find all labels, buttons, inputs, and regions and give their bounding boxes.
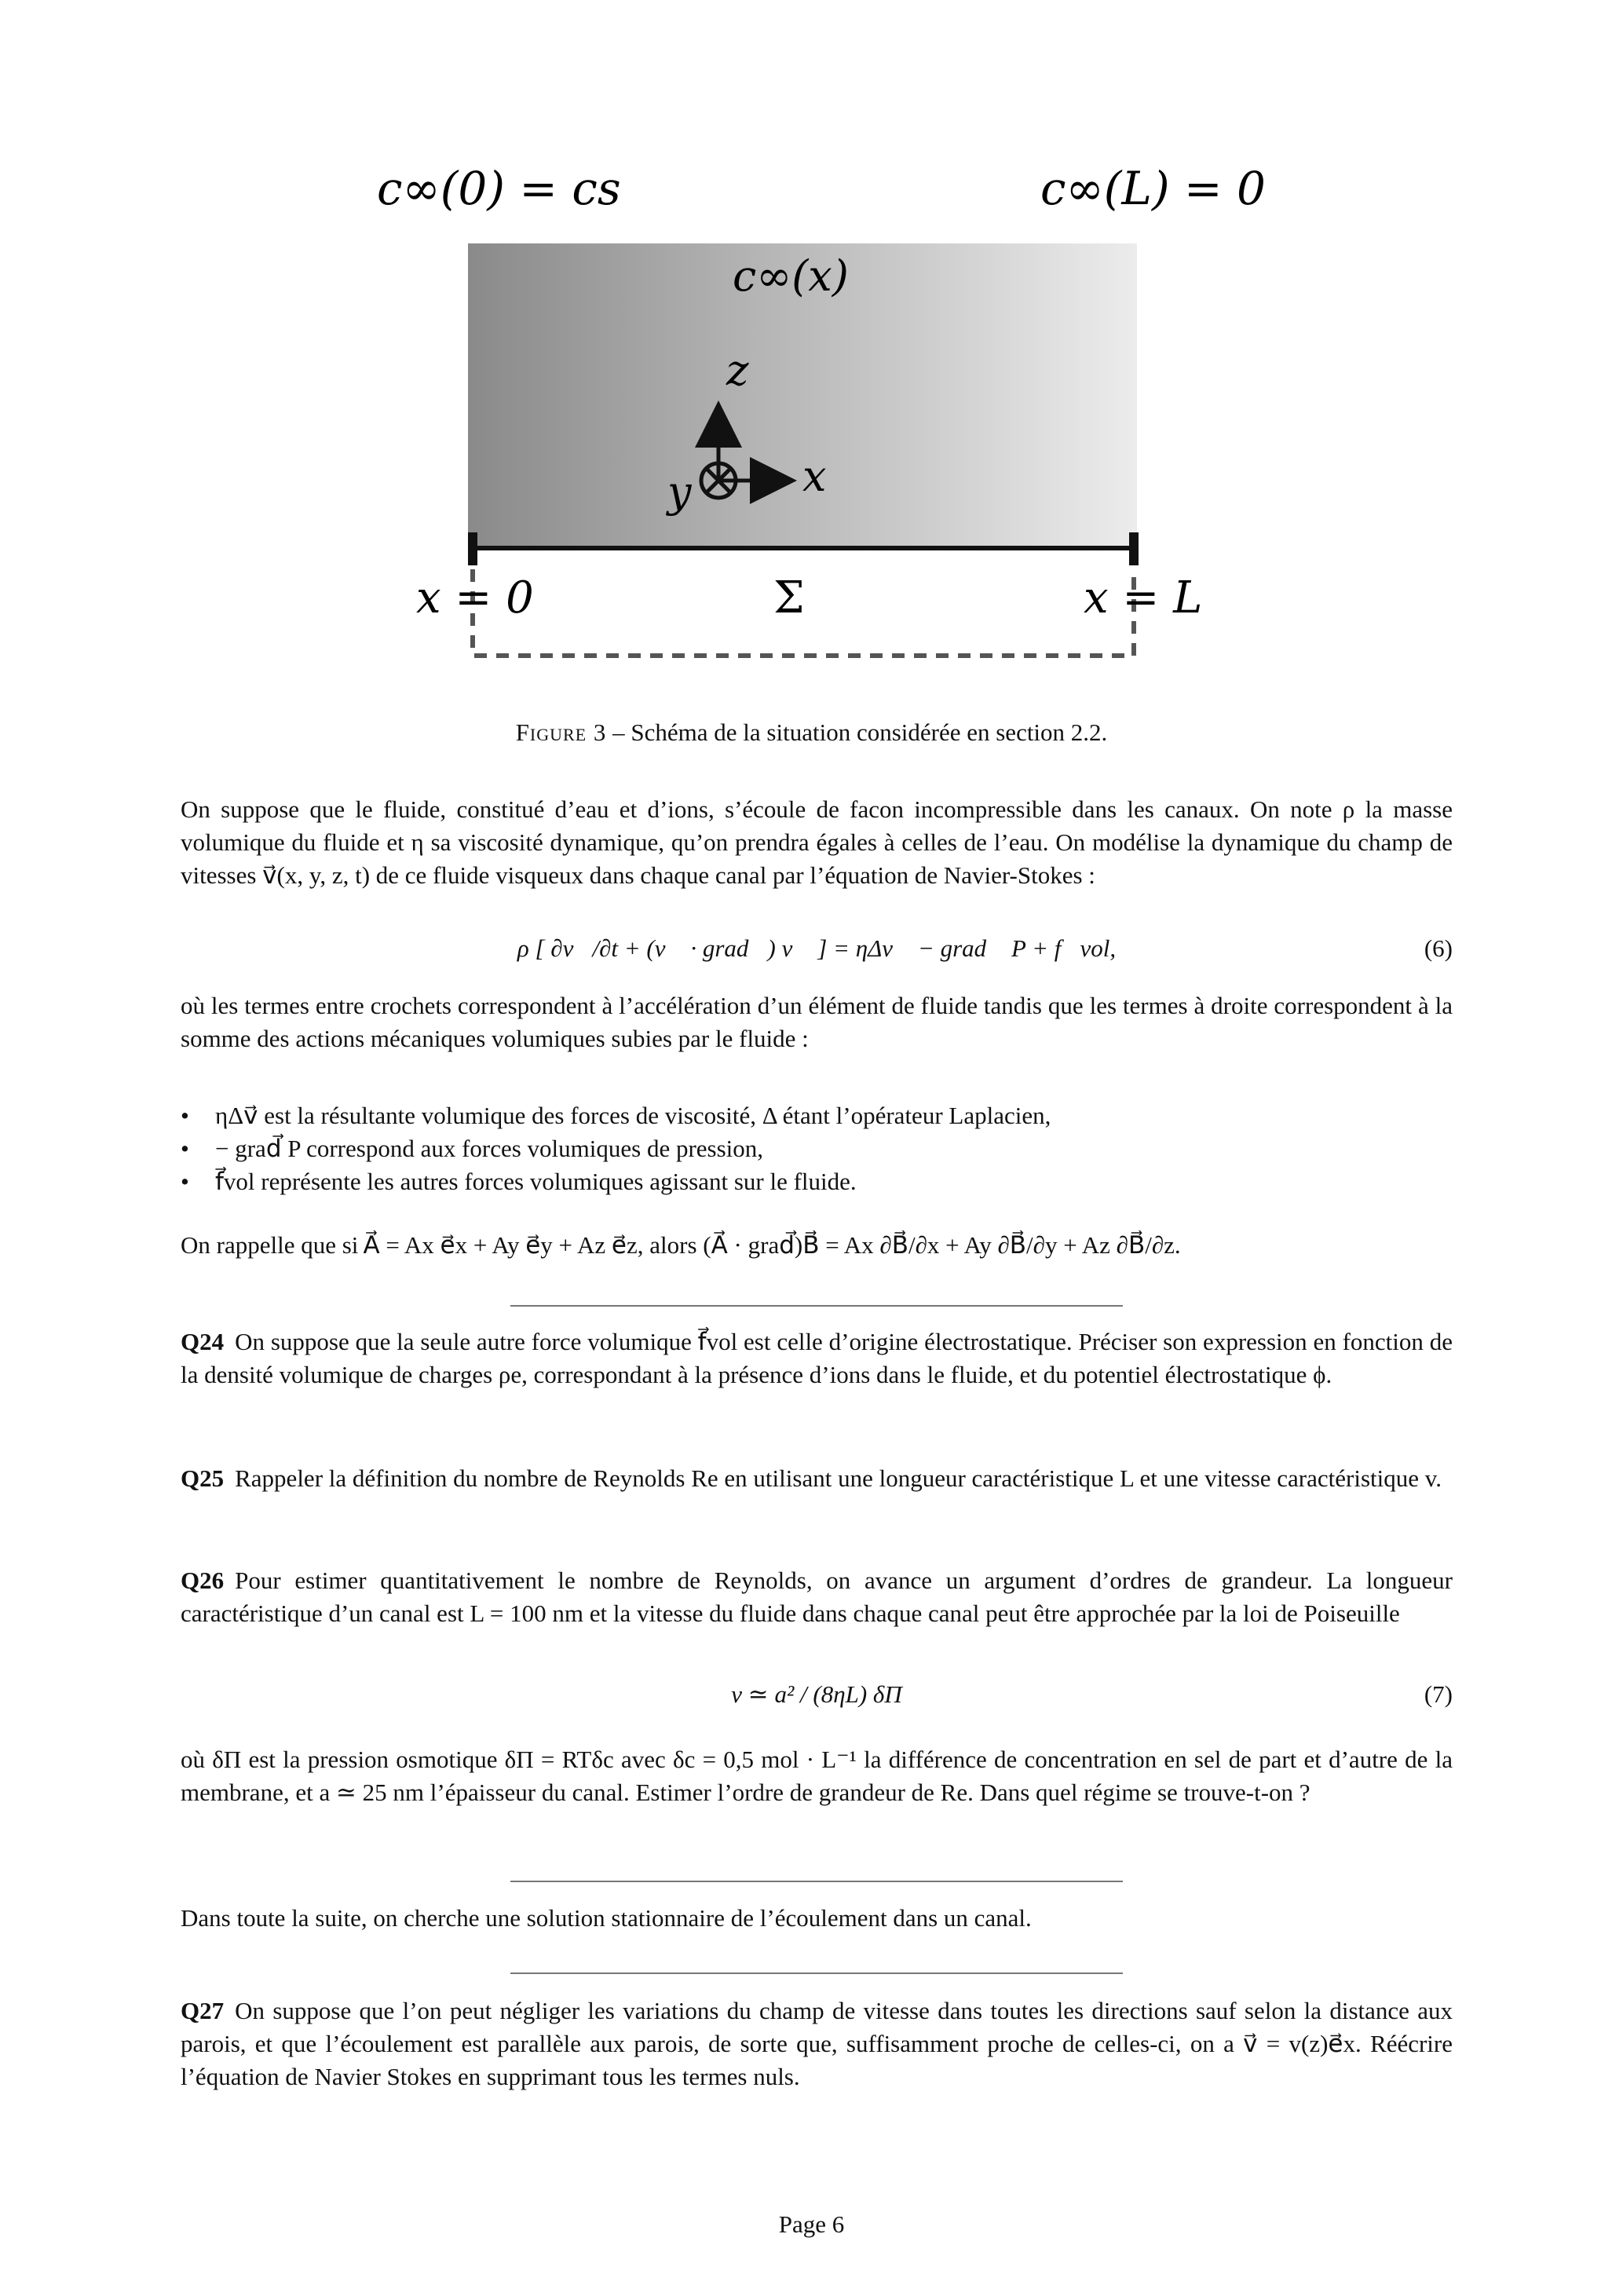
q25-label: Q25	[181, 1464, 225, 1492]
equation-6	[181, 934, 1453, 982]
equation-7-number: (7)	[1424, 1680, 1453, 1708]
figure-diagram	[314, 141, 1303, 707]
question-25	[181, 1462, 1453, 1495]
reminder-paragraph	[181, 1229, 1453, 1262]
label-left-concentration: c∞(0) = cs	[377, 162, 621, 215]
bullet-viscosity: • ηΔv⃗ est la résultante volumique des forces de viscosité, Δ étant l’opérateur Laplacien,	[181, 1099, 1453, 1132]
question-27	[181, 1994, 1453, 2093]
reminder-text: On rappelle que si A⃗ = Ax e⃗x + Ay e⃗y + Az e⃗z, alors (A⃗ · grad⃗)B⃗ = Ax ∂B⃗/∂x + Ay ∂B⃗/∂y + Az ∂B⃗/∂z.	[181, 1231, 1181, 1259]
after-eq7-text: où δΠ est la pression osmotique δΠ = RTδc avec δc = 0,5 mol · L⁻¹ la différence de concentration en sel de part et d’autre de la membrane, et a ≃ 25 nm l’épaisseur du canal. Estimer l’ordre de grandeur de Re. Dans quel régime se trouve-t-on ?	[181, 1746, 1453, 1806]
label-sigma: Σ	[773, 572, 805, 623]
axis-label-y: y	[667, 467, 692, 517]
intro-paragraph	[181, 793, 1453, 892]
separator-rule-1	[510, 1305, 1123, 1307]
figure-3	[314, 141, 1303, 707]
question-26	[181, 1564, 1453, 1630]
bullet-pressure: • − grad⃗ P correspond aux forces volumiques de pression,	[181, 1132, 1453, 1165]
q26-label: Q26	[181, 1567, 225, 1594]
caption-text: – Schéma de la situation considérée en section 2.2.	[606, 718, 1108, 746]
caption-prefix: Figure 3	[515, 718, 607, 746]
q26-text: Pour estimer quantitativement le nombre de Reynolds, on avance un argument d’ordres de grandeur. La longueur caractéristique d’un canal est L = 100 nm et la vitesse du fluide dans chaque canal peut être approchée par la loi de Poiseuille	[181, 1567, 1453, 1627]
equation-7-math: v ≃ a² / (8ηL) δΠ	[731, 1680, 902, 1708]
stationary-text: Dans toute la suite, on cherche une solution stationnaire de l’écoulement dans un canal.	[181, 1904, 1032, 1932]
after-eq7-paragraph	[181, 1743, 1453, 1809]
axis-label-z: z	[726, 345, 749, 395]
after-eq6-text: où les termes entre crochets correspondent à l’accélération d’un élément de fluide tandis que les termes à droite correspondent à la somme des actions mécaniques volumiques subies par le fluide :	[181, 992, 1453, 1052]
after-eq6-paragraph	[181, 989, 1453, 1055]
label-center-concentration: c∞(x)	[733, 251, 849, 301]
q27-text: On suppose que l’on peut négliger les variations du champ de vitesse dans toutes les directions sauf selon la distance aux parois, et que l’écoulement est parallèle aux parois, de sorte que, suffisamment proche de celles-ci, on a v⃗ = v(z)e⃗x. Réécrire l’équation de Navier Stokes en supprimant tous les termes nuls.	[181, 1997, 1453, 2090]
page-number: Page 6	[778, 2210, 845, 2238]
stationary-paragraph	[181, 1902, 1453, 1935]
bullet-other-forces: • f⃗vol représente les autres forces volumiques agissant sur le fluide.	[181, 1165, 1453, 1198]
intro-text: On suppose que le fluide, constitué d’eau et d’ions, s’écoule de facon incompressible dans les canaux. On note ρ la masse volumique du fluide et η sa viscosité dynamique, qu’on prendra égales à celles de l’eau. On modélise la dynamique du champ de vitesses v⃗(x, y, z, t) de ce fluide visqueux dans chaque canal par l’équation de Navier-Stokes :	[181, 795, 1453, 889]
q24-text: On suppose que la seule autre force volumique f⃗vol est celle d’origine électrostatique. Préciser son expression en fonction de la densité volumique de charges ρe, correspondant à la présence d’ions dans le fluide, et du potentiel électrostatique ϕ.	[181, 1328, 1453, 1388]
equation-6-math: ρ [ ∂v⃗/∂t + (v⃗ · grad⃗) v⃗ ] = ηΔv⃗ − grad⃗ P + f⃗vol,	[517, 934, 1117, 962]
q24-label: Q24	[181, 1328, 225, 1355]
separator-rule-2	[510, 1881, 1123, 1882]
q25-text: Rappeler la définition du nombre de Reynolds Re en utilisant une longueur caractéristique L et une vitesse caractéristique v.	[235, 1464, 1442, 1492]
q27-label: Q27	[181, 1997, 225, 2024]
label-right-concentration: c∞(L) = 0	[1040, 162, 1266, 215]
force-bullet-list	[181, 1099, 1453, 1198]
label-x-equals-0: x = 0	[416, 572, 534, 623]
equation-6-number: (6)	[1424, 934, 1453, 962]
equation-7	[181, 1680, 1453, 1727]
separator-rule-3	[510, 1972, 1123, 1974]
question-24	[181, 1325, 1453, 1391]
axis-label-x: x	[802, 452, 827, 501]
label-x-equals-L: x = L	[1084, 572, 1203, 623]
figure-caption	[0, 718, 1623, 747]
